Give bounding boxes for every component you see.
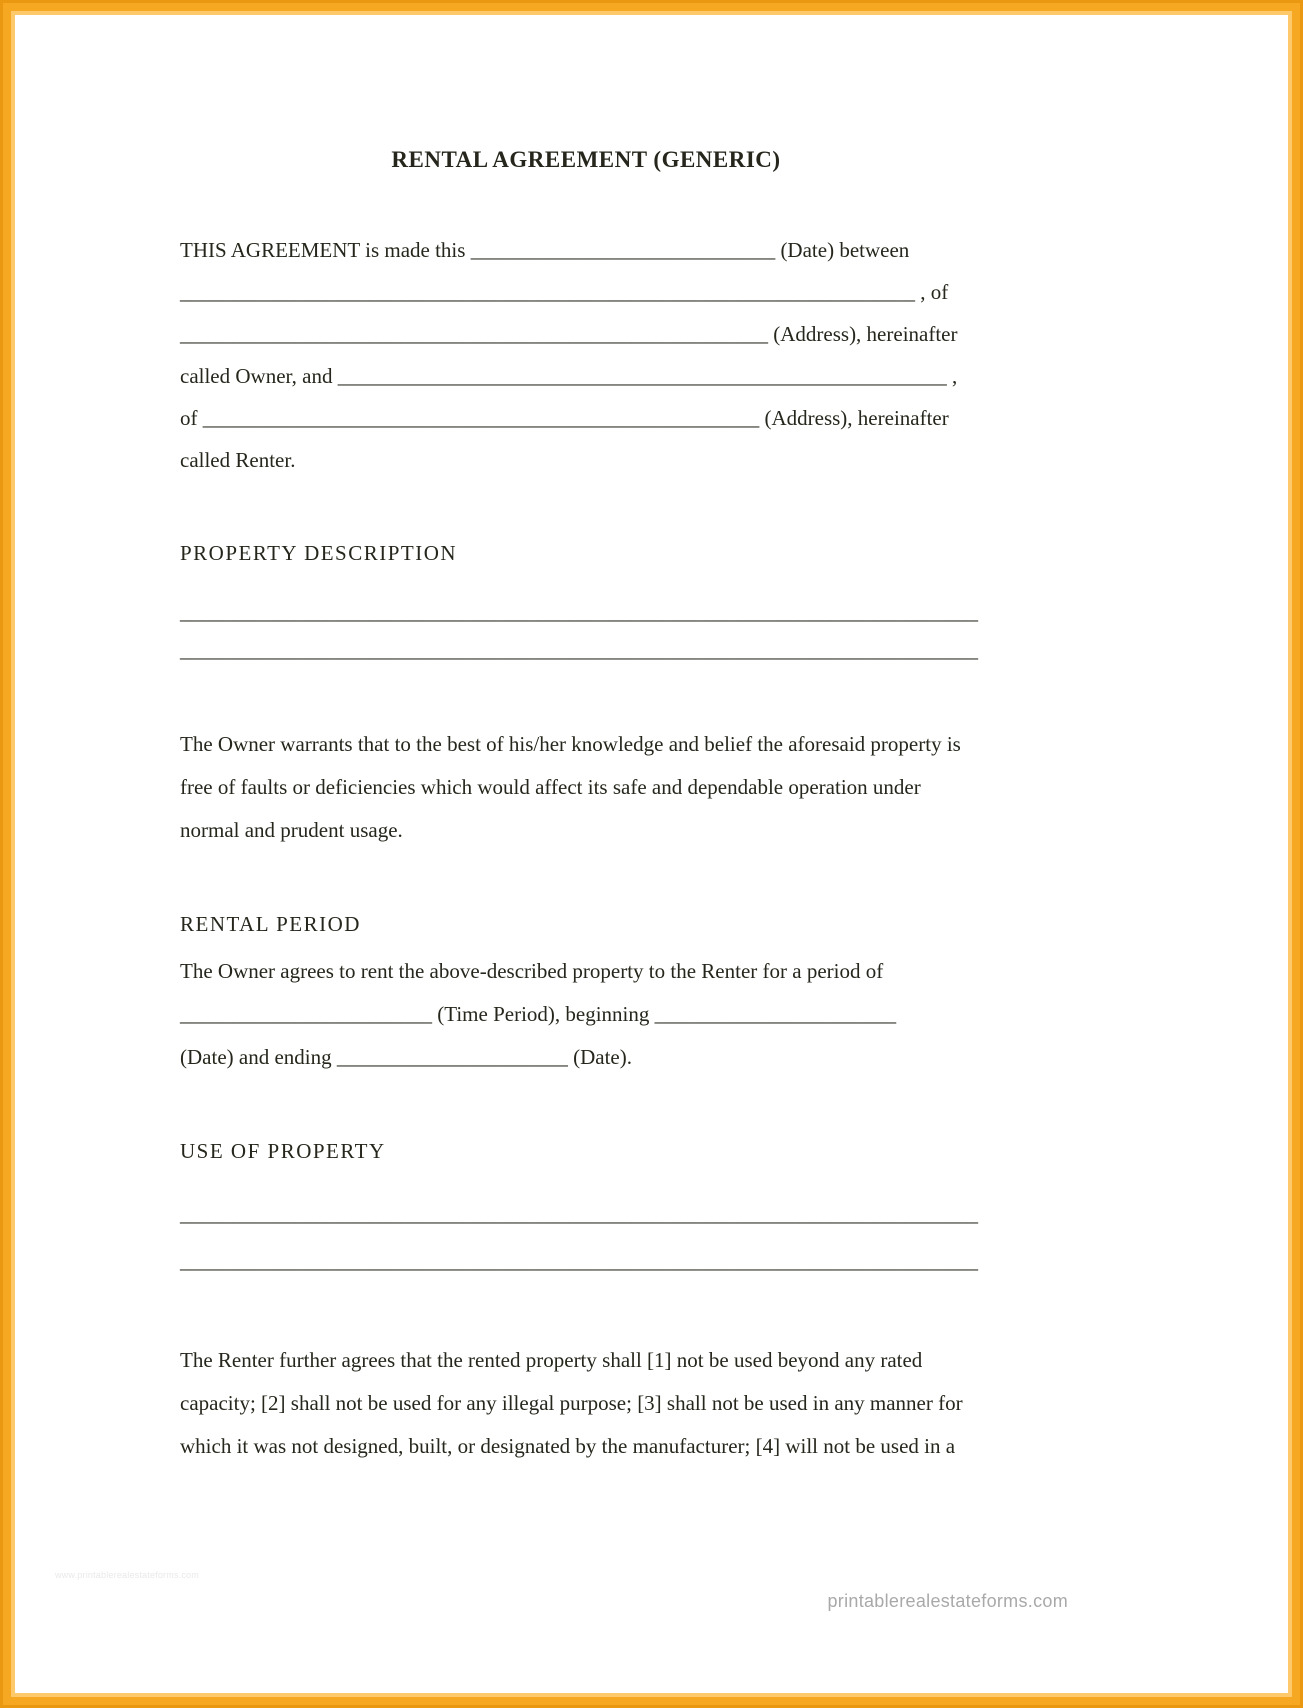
rental-period-line-time: ________________________ (Time Period), beginning _______________________ [180,1002,897,1026]
section-heading-rental-period: RENTAL PERIOD [180,912,361,936]
intro-line-renter-address: of _____________________________________________________ (Address), hereinafter [180,406,949,430]
use-of-property-blank-line: ____________________________________________________________________________ [180,1249,978,1273]
document-content [180,0,992,1468]
warranty-line: normal and prudent usage. [180,818,403,842]
warranty-line: The Owner warrants that to the best of his/her knowledge and belief the aforesaid property is [180,732,961,756]
page-title: RENTAL AGREEMENT (GENERIC) [391,147,781,172]
use-of-property-blank-line: ____________________________________________________________________________ [180,1202,978,1226]
renter-terms-line: The Renter further agrees that the rented property shall [1] not be used beyond any rated [180,1348,923,1372]
footer-watermark-text: www.printablerealestateforms.com [55,1570,199,1580]
intro-line-called-renter: called Renter. [180,448,296,472]
intro-paragraph [180,229,992,481]
section-heading-use-of-property: USE OF PROPERTY [180,1139,386,1163]
renter-terms-paragraph [180,1339,992,1468]
renter-terms-line: which it was not designed, built, or designated by the manufacturer; [4] will not be used in a [180,1434,956,1458]
intro-line-date: THIS AGREEMENT is made this _____________________________ (Date) between [180,238,910,262]
footer-site-text: printablerealestateforms.com [827,1591,1068,1611]
property-description-blanks [180,593,992,669]
intro-line-owner-name: ______________________________________________________________________ , of [180,280,949,304]
rental-period-paragraph [180,950,992,1079]
use-of-property-blanks [180,1191,992,1285]
warranty-line: free of faults or deficiencies which would affect its safe and dependable operation under [180,775,921,799]
warranty-paragraph [180,723,992,852]
property-description-blank-line: ____________________________________________________________________________ [180,600,978,624]
intro-line-renter-name: called Owner, and __________________________________________________________ , [180,364,958,388]
renter-terms-line: capacity; [2] shall not be used for any illegal purpose; [3] shall not be used in any manner for [180,1391,963,1415]
rental-period-line: The Owner agrees to rent the above-described property to the Renter for a period of [180,959,884,983]
rental-period-line-dates: (Date) and ending ______________________ (Date). [180,1045,632,1069]
property-description-blank-line: ____________________________________________________________________________ [180,638,978,662]
section-heading-property-description: PROPERTY DESCRIPTION [180,541,458,565]
intro-line-owner-address: ________________________________________________________ (Address), hereinafter [180,322,958,346]
